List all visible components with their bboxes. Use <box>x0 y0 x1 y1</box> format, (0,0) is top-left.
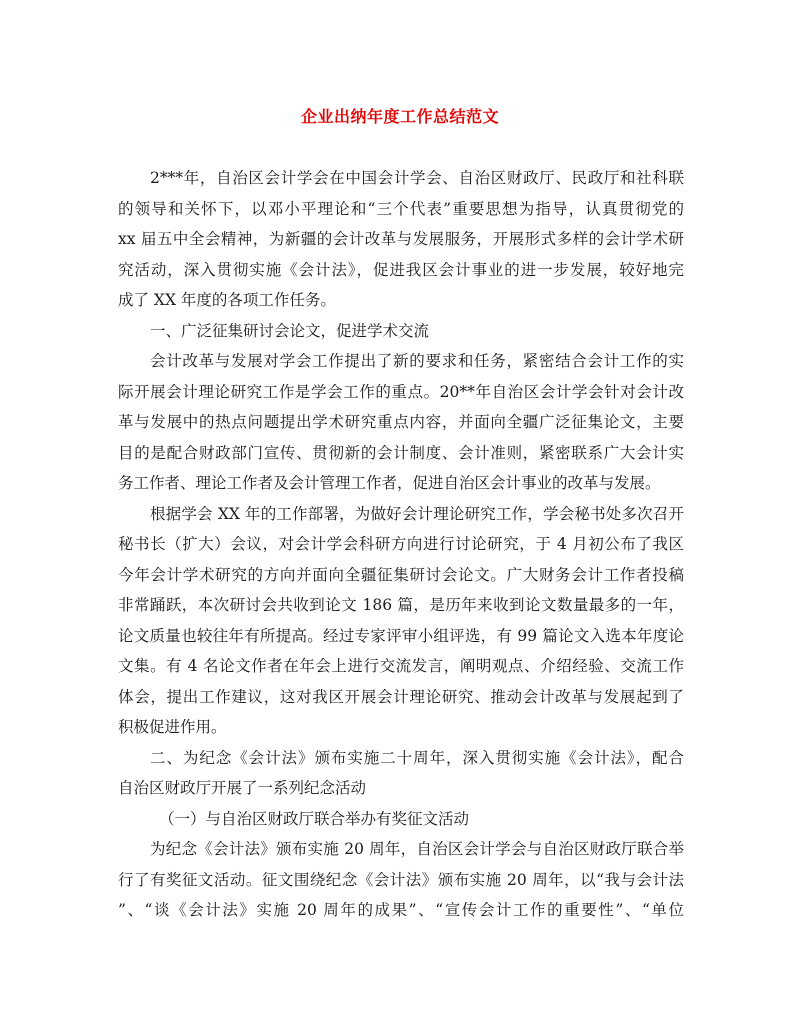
body-line: 为纪念《会计法》颁布实施 20 周年，自治区会计学会与自治区财政厅联合举 <box>150 840 684 858</box>
body-line: 2***年，自治区会计学会在中国会计学会、自治区财政厅、民政厅和社科联 <box>150 169 684 187</box>
body-line: 秘书长（扩大）会议，对会计学会科研方向进行讨论研究，于 4 月初公布了我区 <box>118 535 684 553</box>
section-heading: 自治区财政厅开展了一系列纪念活动 <box>118 779 367 797</box>
body-line: 论文质量也较往年有所提高。经过专家评审小组评选，有 99 篇论文入选本年度论 <box>118 626 684 645</box>
body-line: 成了 XX 年度的各项工作任务。 <box>118 291 336 309</box>
body-line: 会计改革与发展对学会工作提出了新的要求和任务，紧密结合会计工作的实 <box>150 352 684 370</box>
body-line: 行了有奖征文活动。征文围绕纪念《会计法》颁布实施 20 周年，以“我与会计法 <box>118 870 684 889</box>
body-line: xx 届五中全会精神，为新疆的会计改革与发展服务，开展形式多样的会计学术研 <box>118 230 684 248</box>
body-line: 的领导和关怀下，以邓小平理论和“三个代表”重要思想为指导，认真贯彻党的 <box>118 199 684 218</box>
section-heading: 二、为纪念《会计法》颁布实施二十周年，深入贯彻实施《会计法》，配合 <box>150 748 684 767</box>
body-line: 今年会计学术研究的方向并面向全疆征集研讨会论文。广大财务会计工作者投稿 <box>118 565 684 584</box>
body-line: 积极促进作用。 <box>118 718 227 736</box>
body-line: 际开展会计理论研究工作是学会工作的重点。20**年自治区会计学会针对会计改 <box>118 382 684 401</box>
document-title: 企业出纳年度工作总结范文 <box>300 107 499 126</box>
body-line: 究活动，深入贯彻实施《会计法》，促进我区会计事业的进一步发展，较好地完 <box>118 260 684 279</box>
body-line: 革与发展中的热点问题提出学术研究重点内容，并面向全疆广泛征集论文，主要 <box>118 413 684 431</box>
body-line: 体会，提出工作建议，这对我区开展会计理论研究、推动会计改革与发展起到了 <box>118 687 684 706</box>
section-heading: 一、广泛征集研讨会论文，促进学术交流 <box>150 321 430 340</box>
body-line: 非常踊跃，本次研讨会共收到论文 186 篇，是历年来收到论文数量最多的一年， <box>118 596 684 614</box>
body-line: ”、“谈《会计法》实施 20 周年的成果”、“宣传会计工作的重要性”、“单位 <box>118 901 684 919</box>
subsection-heading: （一）与自治区财政厅联合举办有奖征文活动 <box>159 809 470 828</box>
body-line: 文集。有 4 名论文作者在年会上进行交流发言，阐明观点、介绍经验、交流工作 <box>118 657 684 675</box>
document-body <box>118 163 684 926</box>
body-line: 根据学会 XX 年的工作部署，为做好会计理论研究工作，学会秘书处多次召开 <box>150 504 684 523</box>
body-line: 务工作者、理论工作者及会计管理工作者，促进自治区会计事业的改革与发展。 <box>118 474 661 492</box>
body-line: 目的是配合财政部门宣传、贯彻新的会计制度、会计准则，紧密联系广大会计实 <box>118 443 684 462</box>
